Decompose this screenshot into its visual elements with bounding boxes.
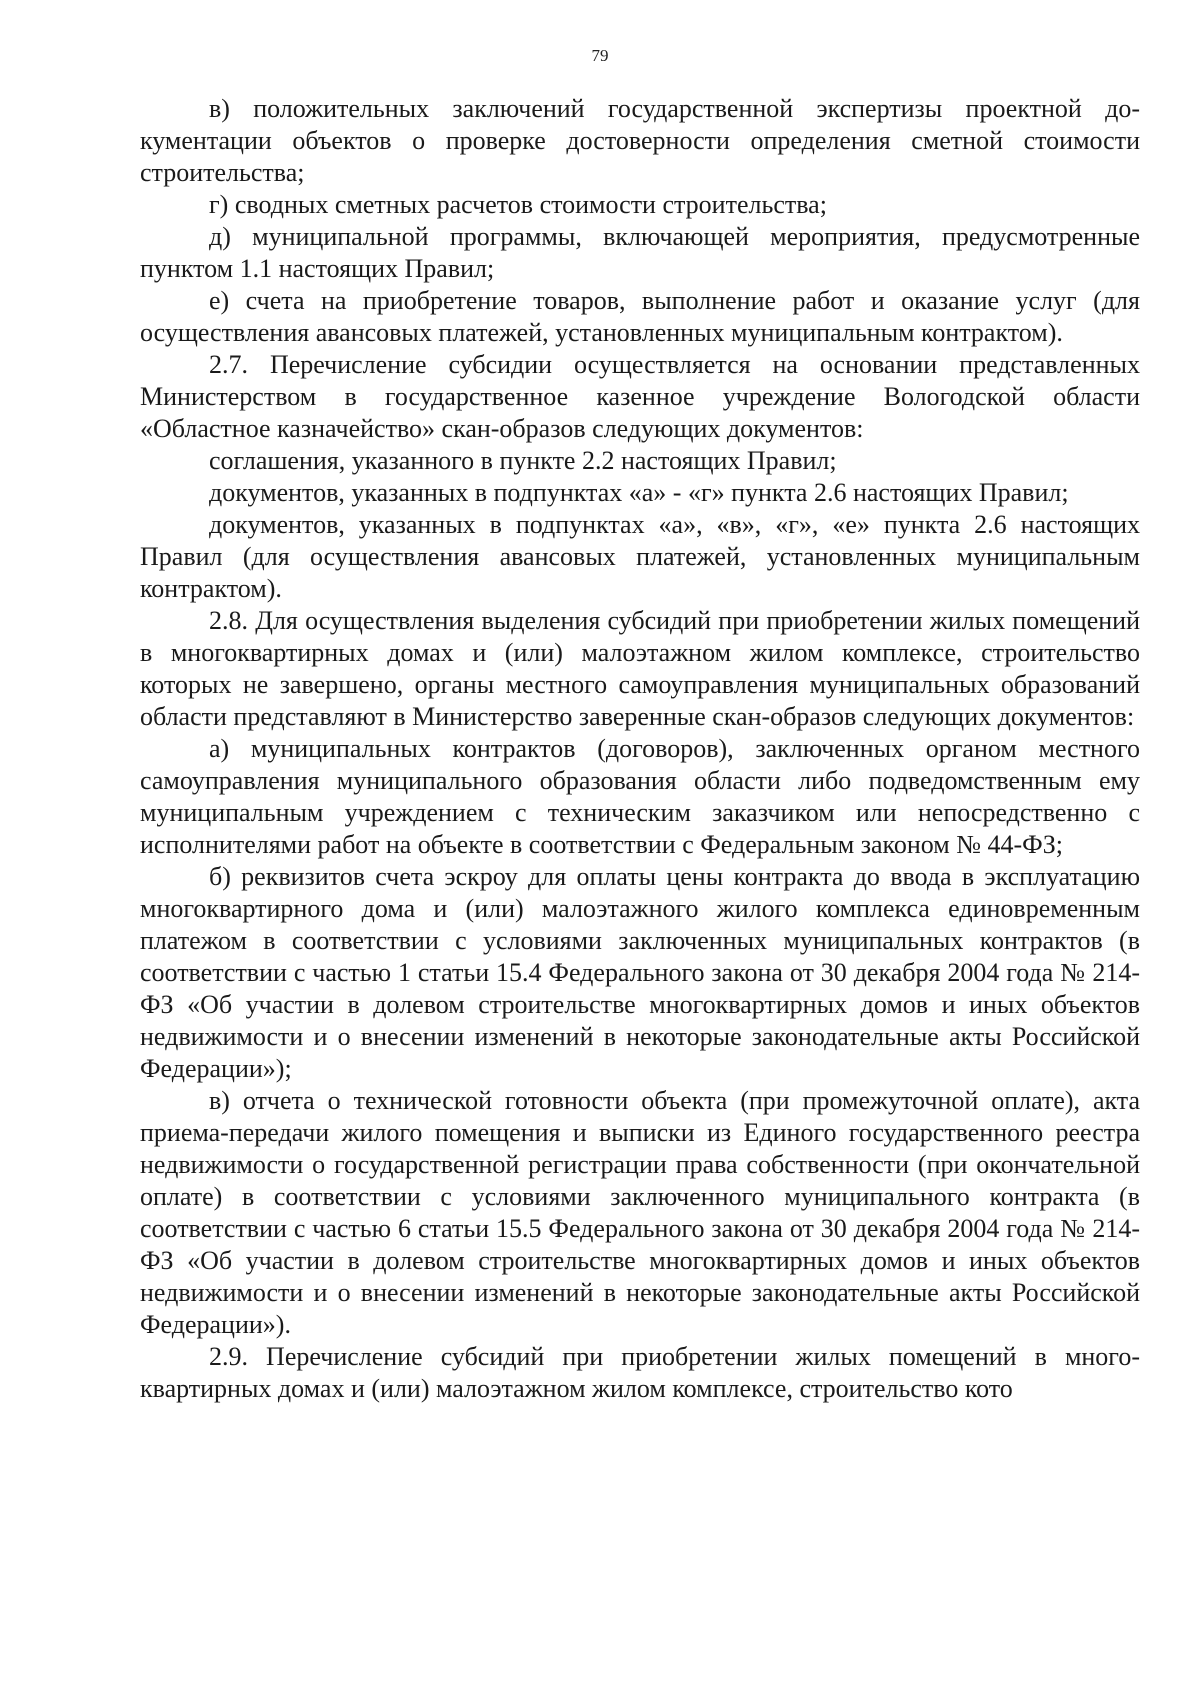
paragraph-item-v-report: в) отчета о технической готовности объекта (при промежуточной оплате), акта приема-передачи жилого помещения и выписки из Единого государственного реестра недвижимости о государственной регистрации права собственности (при окончательной оплате) в соответствии с условиями заключенного муниципального контракта (в соответствии с частью 6 статьи 15.5 Федерального закона от 30 декабря 2004 года № 214-ФЗ «Об участии в долевом строительстве многоквартирных домов и иных объектов недвижимости и о внесении изменений в некоторые законодательные акты Российской Федерации»).	[140, 1086, 1140, 1339]
paragraph-clause-2-8: 2.8. Для осуществления выделения субсидий при приобретении жилых помещений в многоквартирных домах и (или) малоэтажном жилом комплексе, строительство которых не завершено, органы местного самоуправления муниципальных образований области представляют в Министерство заверенные скан-образов следующих документов:	[140, 606, 1140, 731]
paragraph-item-v-expertise: в) положительных заключений государственной экспертизы проектной документации объектов о проверке достоверности определения сметной стоимости строительства;	[140, 94, 1140, 187]
paragraph-documents-a-v-g-e: документов, указанных в подпунктах «а», «в», «г», «е» пункта 2.6 настоящих Правил (для осуществления авансовых платежей, установленных муниципальным контрактом).	[140, 510, 1140, 603]
paragraph-item-g-estimates: г) сводных сметных расчетов стоимости строительства;	[209, 190, 827, 219]
paragraph-documents-a-g: документов, указанных в подпунктах «а» - «г» пункта 2.6 настоящих Правил;	[209, 478, 1069, 507]
paragraph-item-b-escrow: б) реквизитов счета эскроу для оплаты цены контракта до ввода в эксплуатацию многоквартирного дома и (или) малоэтажного жилого комплекса единовременным платежом в соответствии с условиями заключенных муниципальных контрактов (в соответствии с частью 1 статьи 15.4 Федерального закона от 30 декабря 2004 года № 214-ФЗ «Об участии в долевом строительстве многоквартирных домов и иных объектов недвижимости и о внесении изменений в некоторые законодательные акты Российской Федерации»);	[140, 862, 1140, 1083]
page-number: 79	[591, 46, 609, 65]
paragraph-agreement: соглашения, указанного в пункте 2.2 настоящих Правил;	[209, 446, 837, 475]
paragraph-clause-2-9: 2.9. Перечисление субсидий при приобретении жилых помещений в многоквартирных домах и (или) малоэтажном жилом комплексе, строительство кото	[140, 1342, 1140, 1403]
paragraph-clause-2-7: 2.7. Перечисление субсидии осуществляется на основании представленных Министерством в государственное казенное учреждение Вологодской области «Областное казначейство» скан-образов следующих документов:	[140, 350, 1140, 443]
paragraph-item-e-invoices: е) счета на приобретение товаров, выполнение работ и оказание услуг (для осуществления авансовых платежей, установленных муниципальным контрактом).	[140, 286, 1140, 347]
paragraph-item-a-contracts: а) муниципальных контрактов (договоров), заключенных органом местного самоуправления муниципального образования области либо подведомственным ему муниципальным учреждением с техническим заказчиком или непосредственно с исполнителями работ на объекте в соответствии с Федеральным законом № 44-ФЗ;	[140, 734, 1140, 859]
page-body	[140, 93, 1140, 1405]
paragraph-item-d-program: д) муниципальной программы, включающей мероприятия, предусмотренные пунктом 1.1 настоящих Правил;	[140, 222, 1140, 283]
